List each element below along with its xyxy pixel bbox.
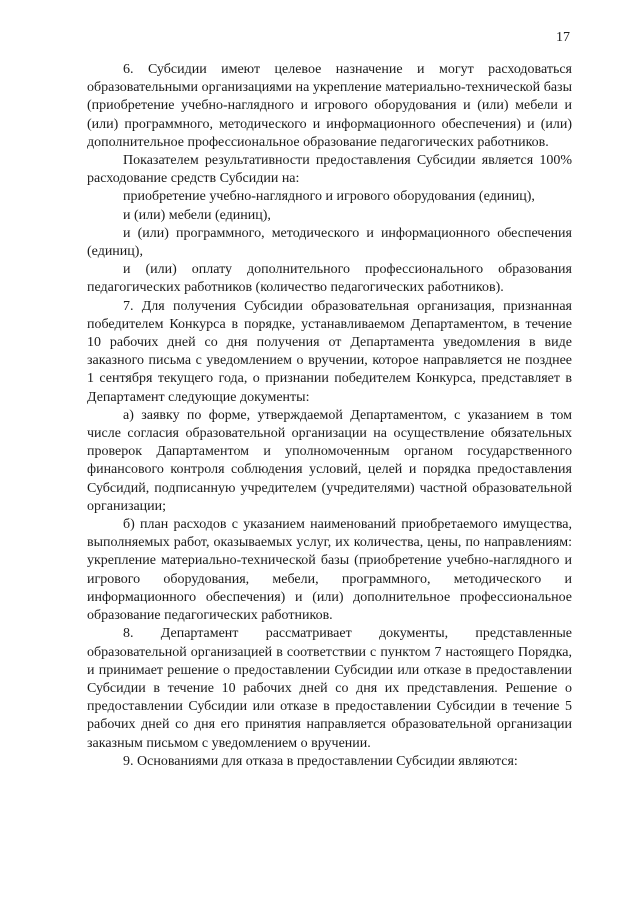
paragraph-9-refusal-grounds: 9. Основаниями для отказа в предоставлении Субсидии являются: (123, 753, 518, 769)
paragraph-7-documents: 7. Для получения Субсидии образовательная организация, признанная победителем Конкурса в порядке, устанавливаемом Департаментом, в течение 10 рабочих дней со дня получения от Департамента уведомления в виде заказного письма с уведомлением о вручении, которое направляется не позднее 1 сентября текущего года, о признании победителем Конкурса, представляет в Департамент следующие документы: (87, 298, 572, 405)
paragraph-furniture-item: и (или) мебели (единиц), (123, 207, 271, 223)
document-body (87, 61, 572, 771)
paragraph-8-review: 8. Департамент рассматривает документы, представленные образовательной организацией в соответствии с пунктом 7 настоящего Порядка, и принимает решение о предоставлении Субсидии или отказе в предоставлении Субсидии в течение 10 рабочих дней со дня их представления. Решение о предоставлении Субсидии или отказе в предоставлении Субсидии в течение 5 рабочих дней со дня его принятия направляется образовательной организации заказным письмом с уведомлением о вручении. (87, 626, 572, 751)
paragraph-performance-indicator: Показателем результативности предоставления Субсидии является 100% расходование средств Субсидии на: (87, 153, 572, 187)
paragraph-equipment-item: приобретение учебно-наглядного и игрового оборудования (единиц), (123, 189, 535, 205)
paragraph-training-item: и (или) оплату дополнительного профессионального образования педагогических работников (количество педагогических работников). (87, 262, 572, 296)
paragraph-7b-expense-plan: б) план расходов с указанием наименований приобретаемого имущества, выполняемых работ, оказываемых услуг, их количества, цены, по направлениям: укрепление материально-технической базы (приобретение учебно-наглядного и игрового оборудования, мебели, программного, методического и информационного обеспечения) и (или) дополнительное профессиональное образование педагогических работников. (87, 517, 572, 624)
paragraph-7a-application: а) заявку по форме, утверждаемой Департаментом, с указанием в том числе согласия образовательной организации на осуществление обязательных проверок Дапартаментом и уполномоченным органом государственного финансового контроля соблюдения условий, целей и порядка предоставления Субсидий, подписанную учредителем (учредителями) частной образовательной организации; (87, 407, 572, 514)
page-number: 17 (556, 30, 570, 45)
paragraph-6-purpose: 6. Субсидии имеют целевое назначение и могут расходоваться образовательными организациями на укрепление материально-технической базы (приобретение учебно-наглядного и игрового оборудования и (или) мебели и (или) программного, методического и информационного обеспечения) и (или) дополнительное профессиональное образование педагогических работников. (87, 62, 572, 150)
paragraph-software-item: и (или) программного, методического и информационного обеспечения (единиц), (87, 225, 572, 260)
